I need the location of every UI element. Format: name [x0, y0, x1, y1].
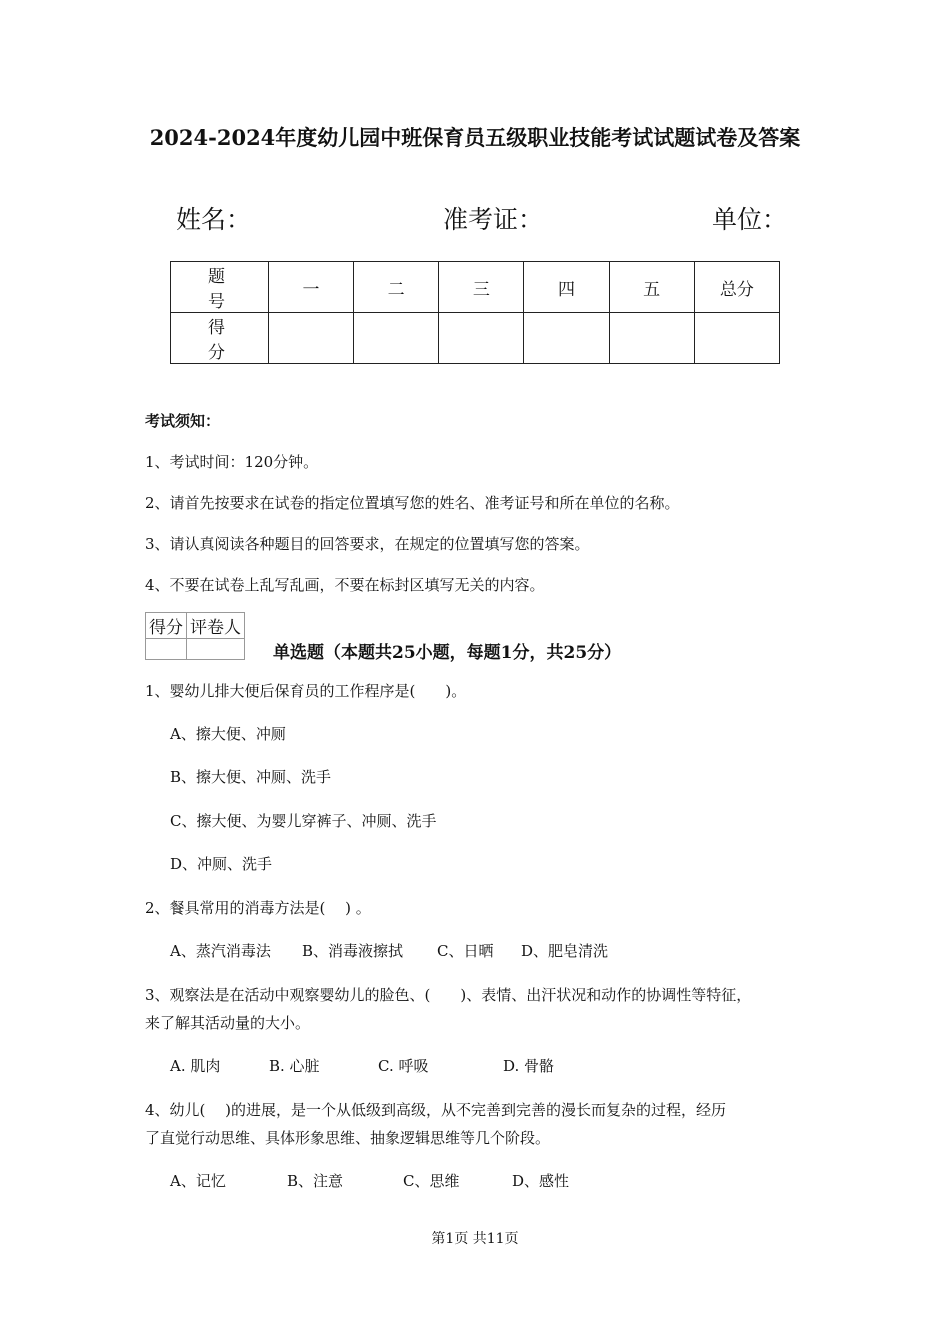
question-option: D. 骨骼 [503, 1057, 555, 1075]
score-input-cell[interactable] [694, 313, 779, 364]
score-table-header-cell: 五 [609, 262, 694, 313]
score-table [170, 261, 780, 364]
question-option: B. 心脏 [269, 1057, 320, 1075]
question-stem-line: 来了解其活动量的大小。 [145, 1014, 311, 1032]
question-option: A、蒸汽消毒法 [170, 942, 271, 960]
question-option: B、注意 [287, 1172, 344, 1190]
question-option: C、日晒 [437, 942, 494, 960]
exam-id-field-label: 准考证： [443, 205, 544, 234]
question-stem: 1、婴幼儿排大便后保育员的工作程序是( )。 [145, 682, 467, 700]
score-table-header-cell: 三 [439, 262, 524, 313]
grader-score-label: 得分 [146, 613, 187, 639]
grader-name-label: 评卷人 [187, 613, 245, 639]
score-row-label: 得 分 [171, 313, 269, 364]
instruction-item: 2、请首先按要求在试卷的指定位置填写您的姓名、准考证号和所在单位的名称。 [145, 494, 680, 512]
question-option: C、思维 [403, 1172, 460, 1190]
grader-score-cell[interactable] [146, 639, 187, 660]
question-stem-line: 3、观察法是在活动中观察婴幼儿的脸色、( )、表情、出汗状况和动作的协调性等特征， [145, 986, 752, 1004]
question-stem-line: 了直觉行动思维、具体形象思维、抽象逻辑思维等几个阶段。 [145, 1129, 551, 1147]
score-input-cell[interactable] [609, 313, 694, 364]
question-stem-line: 4、幼儿( )的进展，是一个从低级到高级，从不完善到完善的漫长而复杂的过程，经历 [145, 1101, 727, 1119]
page-footer: 第1页 共11页 [431, 1231, 519, 1247]
question-option: A. 肌肉 [170, 1057, 221, 1075]
instruction-item: 4、不要在试卷上乱写乱画，不要在标封区填写无关的内容。 [145, 576, 545, 594]
score-table-header-cell: 题 号 [171, 262, 269, 313]
instruction-item: 3、请认真阅读各种题目的回答要求，在规定的位置填写您的答案。 [145, 535, 590, 553]
grader-box [145, 612, 245, 660]
score-input-cell[interactable] [524, 313, 609, 364]
score-table-header-row [171, 262, 780, 313]
question-stem: 2、餐具常用的消毒方法是( ) 。 [145, 899, 371, 917]
score-table-header-cell: 四 [524, 262, 609, 313]
question-option: A、记忆 [170, 1172, 226, 1190]
score-table-header-cell: 总分 [694, 262, 779, 313]
score-table-score-row [171, 313, 780, 364]
question-option: D、冲厕、洗手 [170, 855, 273, 873]
question-option: B、擦大便、冲厕、洗手 [170, 768, 332, 786]
question-option: B、消毒液擦拭 [302, 942, 404, 960]
score-table-header-cell: 一 [268, 262, 353, 313]
score-table-header-cell: 二 [354, 262, 439, 313]
section-title: 单选题（本题共25小题，每题1分，共25分） [273, 643, 622, 663]
unit-field-label: 单位： [712, 205, 788, 234]
question-option: D、肥皂清洗 [521, 942, 609, 960]
instruction-item: 1、考试时间：120分钟。 [145, 453, 319, 471]
question-option: C. 呼吸 [378, 1057, 429, 1075]
score-input-cell[interactable] [354, 313, 439, 364]
grader-name-cell[interactable] [187, 639, 245, 660]
instructions-heading: 考试须知： [145, 412, 221, 430]
question-option: C、擦大便、为婴儿穿裤子、冲厕、洗手 [170, 812, 437, 830]
question-option: D、感性 [512, 1172, 570, 1190]
name-field-label: 姓名： [176, 205, 252, 234]
question-option: A、擦大便、冲厕 [170, 725, 286, 743]
score-input-cell[interactable] [268, 313, 353, 364]
document-title: 2024-2024年度幼儿园中班保育员五级职业技能考试试题试卷及答案 [149, 125, 801, 150]
score-input-cell[interactable] [439, 313, 524, 364]
